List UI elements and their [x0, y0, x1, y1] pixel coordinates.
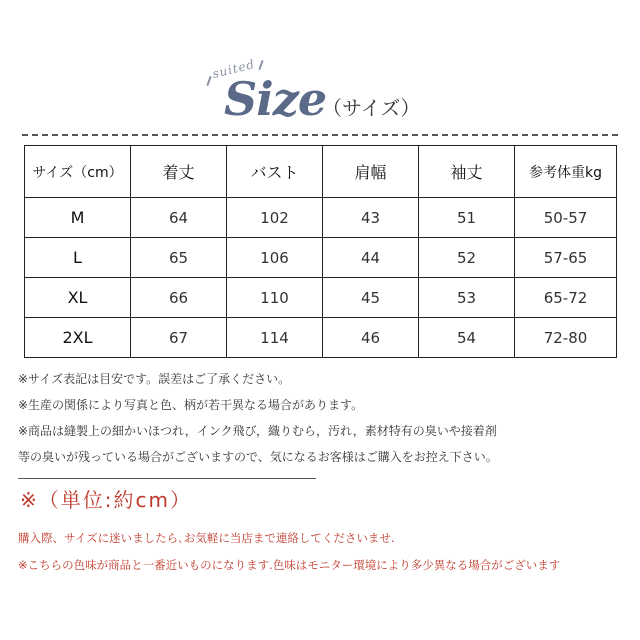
decorative-slash — [206, 76, 211, 86]
header-sleeve: 袖丈 — [419, 146, 515, 198]
weight-cell: 72-80 — [515, 318, 617, 358]
size-subtitle: （サイズ） — [322, 96, 421, 120]
table-row — [25, 318, 617, 358]
bust-cell: 106 — [227, 238, 323, 278]
header-size: サイズ（cm） — [25, 146, 131, 198]
header-length: 着丈 — [131, 146, 227, 198]
size-cell: 2XL — [25, 318, 131, 358]
script-word: suited — [210, 56, 257, 82]
sleeve-cell: 54 — [419, 318, 515, 358]
bust-cell: 102 — [227, 198, 323, 238]
length-cell: 67 — [131, 318, 227, 358]
decorative-slash — [258, 60, 263, 70]
header-weight: 参考体重kg — [515, 146, 617, 198]
size-cell: M — [25, 198, 131, 238]
shoulder-cell: 45 — [323, 278, 419, 318]
table-header-row — [25, 146, 617, 198]
size-table — [24, 145, 617, 358]
table-row — [25, 278, 617, 318]
size-header — [0, 0, 640, 135]
shoulder-cell: 46 — [323, 318, 419, 358]
length-cell: 65 — [131, 238, 227, 278]
unit-title: ※（単位:約cm） — [20, 488, 192, 512]
sleeve-cell: 51 — [419, 198, 515, 238]
length-cell: 64 — [131, 198, 227, 238]
size-title: Size — [224, 72, 327, 126]
note-line: ※商品は縫製上の細かいほつれ，インク飛び，織りむら，汚れ，素材特有の臭いや接着剤 — [18, 424, 497, 438]
header-bust: バスト — [227, 146, 323, 198]
note-line: ※生産の関係により写真と色、柄が若干異なる場合があります。 — [18, 398, 364, 412]
size-cell: L — [25, 238, 131, 278]
bust-cell: 114 — [227, 318, 323, 358]
section-divider — [18, 478, 316, 479]
header-shoulder: 肩幅 — [323, 146, 419, 198]
weight-cell: 57-65 — [515, 238, 617, 278]
table-row — [25, 238, 617, 278]
table-row — [25, 198, 617, 238]
shoulder-cell: 43 — [323, 198, 419, 238]
bust-cell: 110 — [227, 278, 323, 318]
weight-cell: 65-72 — [515, 278, 617, 318]
notes-list — [18, 366, 628, 470]
red-notes-list — [18, 525, 628, 579]
shoulder-cell: 44 — [323, 238, 419, 278]
length-cell: 66 — [131, 278, 227, 318]
note-line: ※サイズ表記は目安です。誤差はご了承ください。 — [18, 372, 291, 386]
sleeve-cell: 52 — [419, 238, 515, 278]
red-note-line: 購入際、サイズに迷いましたら､お気軽に当店まで連絡してくださいませ. — [18, 531, 395, 545]
size-cell: XL — [25, 278, 131, 318]
note-line: 等の臭いが残っている場合がございますので、気になるお客様はご購入をお控え下さい。 — [18, 450, 498, 464]
red-note-line: ※こちらの色味が商品と一番近いものになります.色味はモニター環境により多少異なる場合がございます — [18, 558, 561, 572]
sleeve-cell: 53 — [419, 278, 515, 318]
dashed-divider — [22, 134, 618, 136]
weight-cell: 50-57 — [515, 198, 617, 238]
